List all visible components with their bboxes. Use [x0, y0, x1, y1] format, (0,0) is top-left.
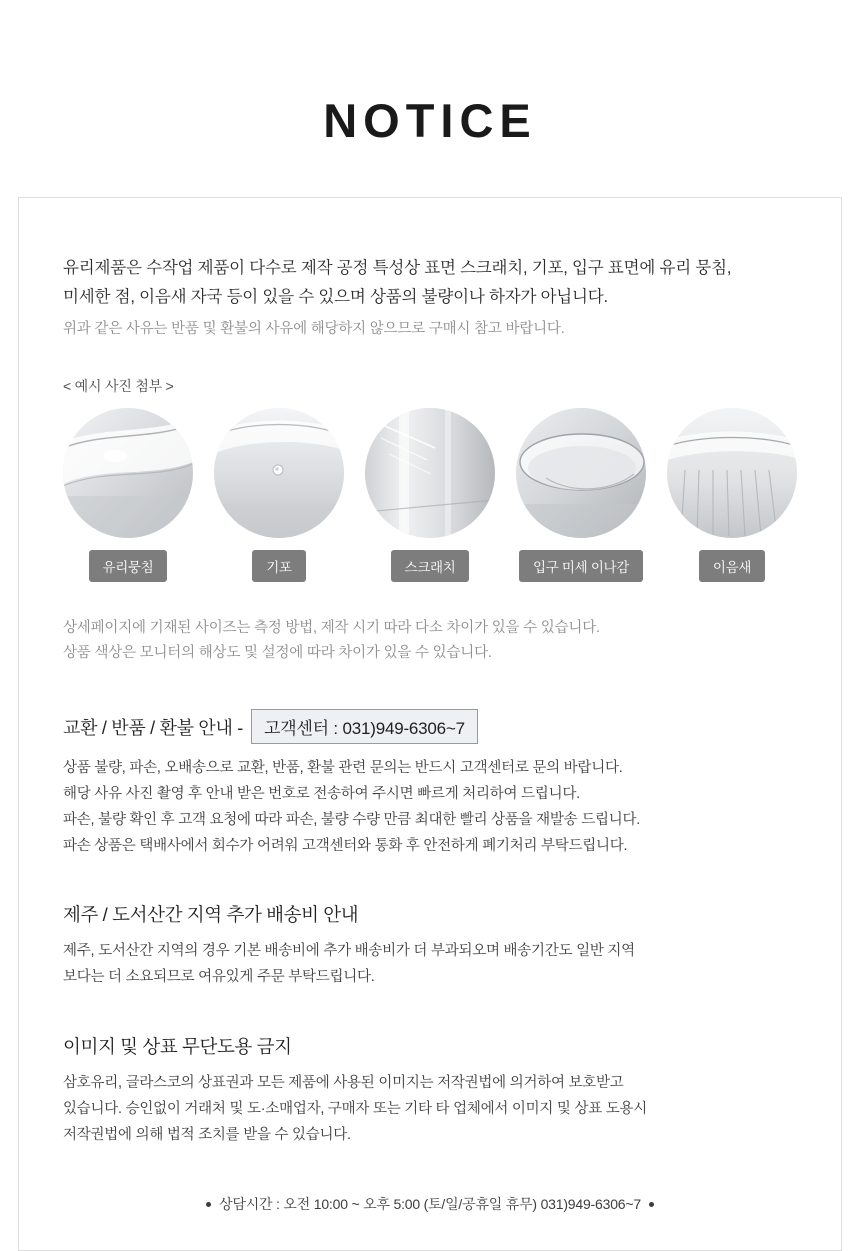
notice-panel [18, 197, 842, 1251]
example-item-glass-clump [63, 408, 193, 582]
intro-main-line1: 유리제품은 수작업 제품이 다수로 제작 공정 특성상 표면 스크래치, 기포, 입구 표면에 유리 뭉침, [63, 259, 732, 278]
exchange-body-line2: 해당 사유 사진 촬영 후 안내 받은 번호로 전송하여 주시면 빠르게 처리하여 드립니다. [63, 785, 580, 802]
copyright-body-line3: 저작권법에 의해 법적 조치를 받을 수 있습니다. [63, 1126, 351, 1143]
bubble-photo [214, 408, 344, 538]
intro-main-line2: 미세한 점, 이음새 자국 등이 있을 수 있으며 상품의 불량이나 하자가 아닙니다. [63, 287, 608, 306]
copyright-body-line1: 삼호유리, 글라스코의 상표권과 모든 제품에 사용된 이미지는 저작권법에 의거하여 보호받고 [63, 1074, 624, 1091]
shipping-heading: 제주 / 도서산간 지역 추가 배송비 안내 [63, 904, 359, 926]
bullet-dot-right [649, 1202, 654, 1207]
example-photo-row [63, 408, 797, 582]
exchange-heading-text: 교환 / 반품 / 환불 안내 - [63, 717, 244, 738]
customer-center-callout: 고객센터 : 031)949-6306~7 [251, 709, 478, 744]
section-shipping-surcharge [63, 901, 797, 991]
intro-sub-line: 위과 같은 사유는 반품 및 환불의 사유에 해당하지 않으므로 구매시 참고 바랍니다. [63, 320, 565, 337]
exchange-body-line1: 상품 불량, 파손, 오배송으로 교환, 반품, 환불 관련 문의는 반드시 고객센터로 문의 바랍니다. [63, 760, 623, 777]
exchange-heading [63, 709, 797, 744]
example-item-bubble [214, 408, 344, 582]
caption-rim-dent: 입구 미세 이나감 [519, 550, 643, 582]
bullet-dot-left [206, 1202, 211, 1207]
exchange-body [63, 756, 797, 859]
intro-block [63, 254, 797, 341]
exchange-body-line3: 파손, 불량 확인 후 고객 요청에 따라 파손, 불량 수량 만큼 최대한 빨리 상품을 재발송 드립니다. [63, 811, 641, 828]
gray-notes [63, 616, 797, 668]
footer-hours [63, 1194, 797, 1214]
gray-note-size: 상세페이지에 기재된 사이즈는 측정 방법, 제작 시기 따라 다소 차이가 있을 수 있습니다. [63, 619, 600, 636]
section-exchange-refund [63, 709, 797, 859]
example-photos-label: < 예시 사진 첨부 > [63, 377, 174, 394]
shipping-body-line2: 보다는 더 소요되므로 여유있게 주문 부탁드립니다. [63, 969, 375, 986]
caption-bubble: 기포 [252, 550, 305, 582]
shipping-body-line1: 제주, 도서산간 지역의 경우 기본 배송비에 추가 배송비가 더 부과되오며 배송기간도 일반 지역 [63, 943, 635, 960]
copyright-heading: 이미지 및 상표 무단도용 금지 [63, 1035, 292, 1057]
gray-note-color: 상품 색상은 모니터의 해상도 및 설정에 따라 차이가 있을 수 있습니다. [63, 645, 492, 662]
rim-dent-photo [516, 408, 646, 538]
example-item-rim-dent [516, 408, 646, 582]
copyright-body-line2: 있습니다. 승인없이 거래처 및 도·소매업자, 구매자 또는 기타 타 업체에서 이미지 및 상표 도용시 [63, 1100, 648, 1117]
glass-clump-photo [63, 408, 193, 538]
seam-photo [667, 408, 797, 538]
exchange-body-line4: 파손 상품은 택배사에서 회수가 어려워 고객센터와 통화 후 안전하게 폐기처리 부탁드립니다. [63, 837, 628, 854]
notice-page [0, 31, 860, 1251]
caption-scratch: 스크래치 [391, 550, 470, 582]
example-item-seam [667, 408, 797, 582]
caption-glass-clump: 유리뭉침 [89, 550, 168, 582]
example-item-scratch [365, 408, 495, 582]
footer-hours-text: 상담시간 : 오전 10:00 ~ 오후 5:00 (토/일/공휴일 휴무) 031)949-6306~7 [219, 1196, 641, 1213]
caption-seam: 이음새 [699, 550, 765, 582]
page-title: NOTICE [323, 94, 537, 148]
copyright-body [63, 1071, 797, 1148]
scratch-photo [365, 408, 495, 538]
section-copyright [63, 1033, 797, 1148]
shipping-body [63, 939, 797, 991]
